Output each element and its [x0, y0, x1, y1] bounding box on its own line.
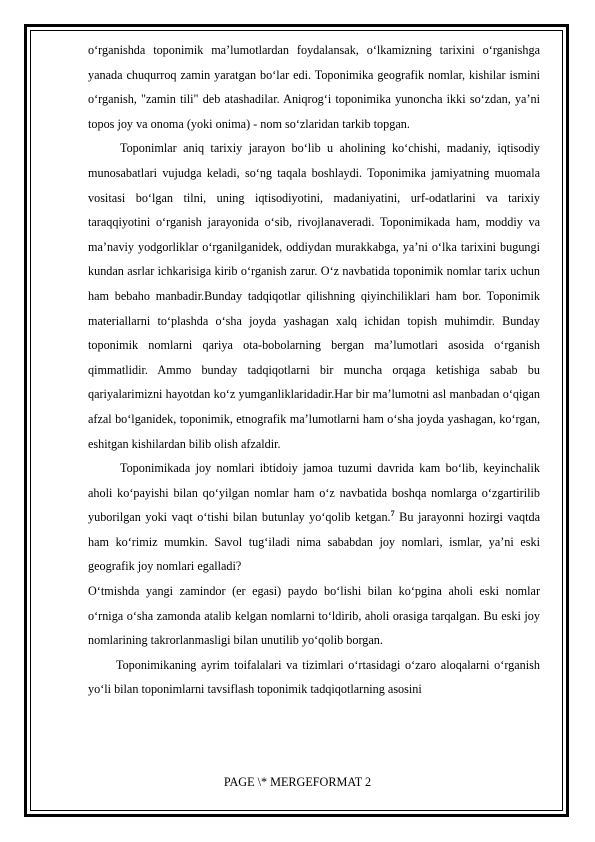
- paragraph-2: Toponimlar aniq tarixiy jarayon bo‘lib u aholining ko‘chishi, madaniy, iqtisodiy munosabatlari vujudga keladi, so‘ng taqala boshlaydi. Toponimika jamiyatning muomala vositasi bo‘lgan tilni, uning iqtisodiyotini, madaniyatini, urf-odatlarini va tarixiy taraqqiyotini o‘rganish jarayonida o‘sib, rivojlanaveradi. Toponimikada ham, moddiy va ma’naviy yodgorliklar o‘rganilganidek, oddiydan murakkabga, ya’ni o‘lka tarixini bugungi kundan asrlar ichkarisiga kirib o‘rganish zarur. O‘z navbatida toponimik nomlar tarix uchun ham bebaho manbadir.Bunday tadqiqotlar qilishning qiyinchiliklari ham bor. Toponimik materiallarni to‘plashda o‘sha joyda yashagan xalq ichidan topish muhimdir. Bunday toponimik nomlarni qariya ota-bobolarning bergan ma’lumotlari asosida o‘rganish qimmatlidir. Ammo bunday tadqiqotlarni bir muncha orqaga ketishiga sabab bu qariyalarimizni hayotdan ko‘z yumganliklaridadir.Har bir ma’lumotni asl manbadan o‘qigan afzal bo‘lganidek, toponimik, etnografik ma’lumotlarni ham o‘sha joyda yashagan, ko‘rgan, eshitgan kishilardan bilib olish afzaldir.: [88, 141, 540, 451]
- paragraph-1: o‘rganishda toponimik ma’lumotlardan foydalansak, o‘lkamizning tarixini o‘rganishga yanada chuqurroq zamin yaratgan bo‘lar edi. Toponimika geografik nomlar, kishilar ismini o‘rganish, "zamin tili" deb atashadilar. Aniqrog‘i toponimika yunoncha ikki so‘zdan, ya’ni topos joy va onoma (yoki onima) - nom so‘zlaridan tarkib topgan.: [88, 43, 540, 131]
- paragraph-4: O‘tmishda yangi zamindor (er egasi) paydo bo‘lishi bilan ko‘pgina aholi eski nomlar o‘rniga o‘sha zamonda atalib kelgan nomlarni to‘ldirib, aholi orasiga tarqalgan. Bu eski joy nomlarining takrorlanmasligi bilan unutilib yo‘qolib borgan.: [88, 584, 540, 648]
- paragraph-3-text: Toponimikada joy nomlari ibtidoiy jamoa tuzumi davrida kam bo‘lib, keyinchalik aholi ko‘payishi bilan qo‘yilgan nomlar ham o‘z navbatida boshqa nomlarga o‘zgartirilib yuborilgan yoki vaqt o‘tishi bilan butunlay yo‘qolib ketgan.: [88, 461, 540, 525]
- paragraph-3-text-continued: Bu jarayonni hozirgi vaqtda ham ko‘rimiz mumkin. Savol tug‘iladi nima sababdan joy nomlari, ismlar, ya’ni eski geografik joy nomlari egalladi?: [88, 510, 540, 574]
- footnote-reference[interactable]: 7: [390, 509, 395, 519]
- paragraph-5: Toponimikaning ayrim toifalalari va tizimlari o‘rtasidagi o‘zaro aloqalarni o‘rganish yo‘li bilan toponimlarni tavsiflash toponimik tadqiqotlarning asosini: [88, 657, 540, 697]
- page-footer: PAGE \* MERGEFORMAT 2: [223, 775, 372, 789]
- paragraph-3: [88, 456, 540, 579]
- document-body: [88, 38, 540, 702]
